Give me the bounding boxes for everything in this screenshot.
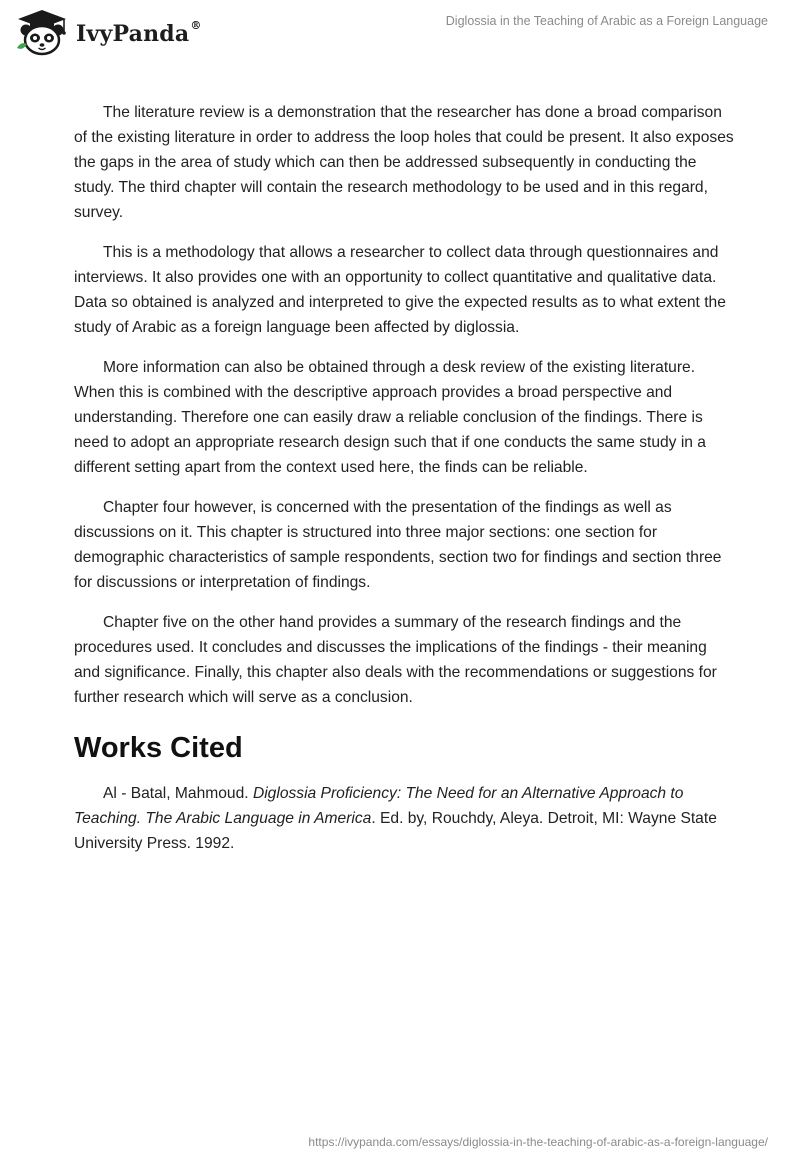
citation-publication: . Ed. by, Rouchdy, Aleya. Detroit, MI: Wayne State University Press. 1992.	[74, 810, 717, 852]
works-cited-heading: Works Cited	[74, 732, 243, 764]
paragraph: This is a methodology that allows a researcher to collect data through questionnaires and interviews. It also provides one with an opportunity to collect quantitative and qualitative data. Data so obtained is analyzed and interpreted to give the expected results as to what extent the study of Arabic as a foreign language been affected by diglossia.	[74, 244, 726, 336]
source-url[interactable]: https://ivypanda.com/essays/diglossia-in-the-teaching-of-arabic-as-a-foreign-language/	[308, 1135, 768, 1149]
panda-graduate-icon	[14, 8, 70, 56]
document-title: Diglossia in the Teaching of Arabic as a Foreign Language	[445, 14, 768, 28]
essay-body	[74, 100, 734, 871]
paragraph: Chapter five on the other hand provides a summary of the research findings and the procedures used. It concludes and discusses the implications of the findings - their meaning and significance. Finally, this chapter also deals with the recommendations or suggestions for further research which will serve as a conclusion.	[74, 614, 717, 706]
citation-author: Al - Batal, Mahmoud.	[103, 785, 253, 802]
paragraph: The literature review is a demonstration that the researcher has done a broad comparison of the existing literature in order to address the loop holes that could be present. It also exposes the gaps in the area of study which can then be addressed subsequently in conducting the study. The third chapter will contain the research methodology to be used and in this regard, survey.	[74, 104, 734, 221]
citation-title: Diglossia Proficiency: The Need for an Alternative Approach to Teaching. The Arabic Language in America	[74, 785, 684, 827]
ivypanda-logo[interactable]	[14, 8, 202, 56]
paragraph: Chapter four however, is concerned with the presentation of the findings as well as discussions on it. This chapter is structured into three major sections: one section for demographic characteristics of sample respondents, section two for findings and section three for discussions or interpretation of findings.	[74, 499, 722, 591]
logo-wordmark: IvyPanda®	[76, 19, 202, 47]
citation-entry	[74, 781, 734, 856]
page-header	[0, 0, 800, 60]
paragraph: More information can also be obtained through a desk review of the existing literature. When this is combined with the descriptive approach provides a broad perspective and understanding. Therefore one can easily draw a reliable conclusion of the findings. There is need to adopt an appropriate research design such that if one conducts the same study in a different setting apart from the context used here, the finds can be reliable.	[74, 359, 706, 476]
